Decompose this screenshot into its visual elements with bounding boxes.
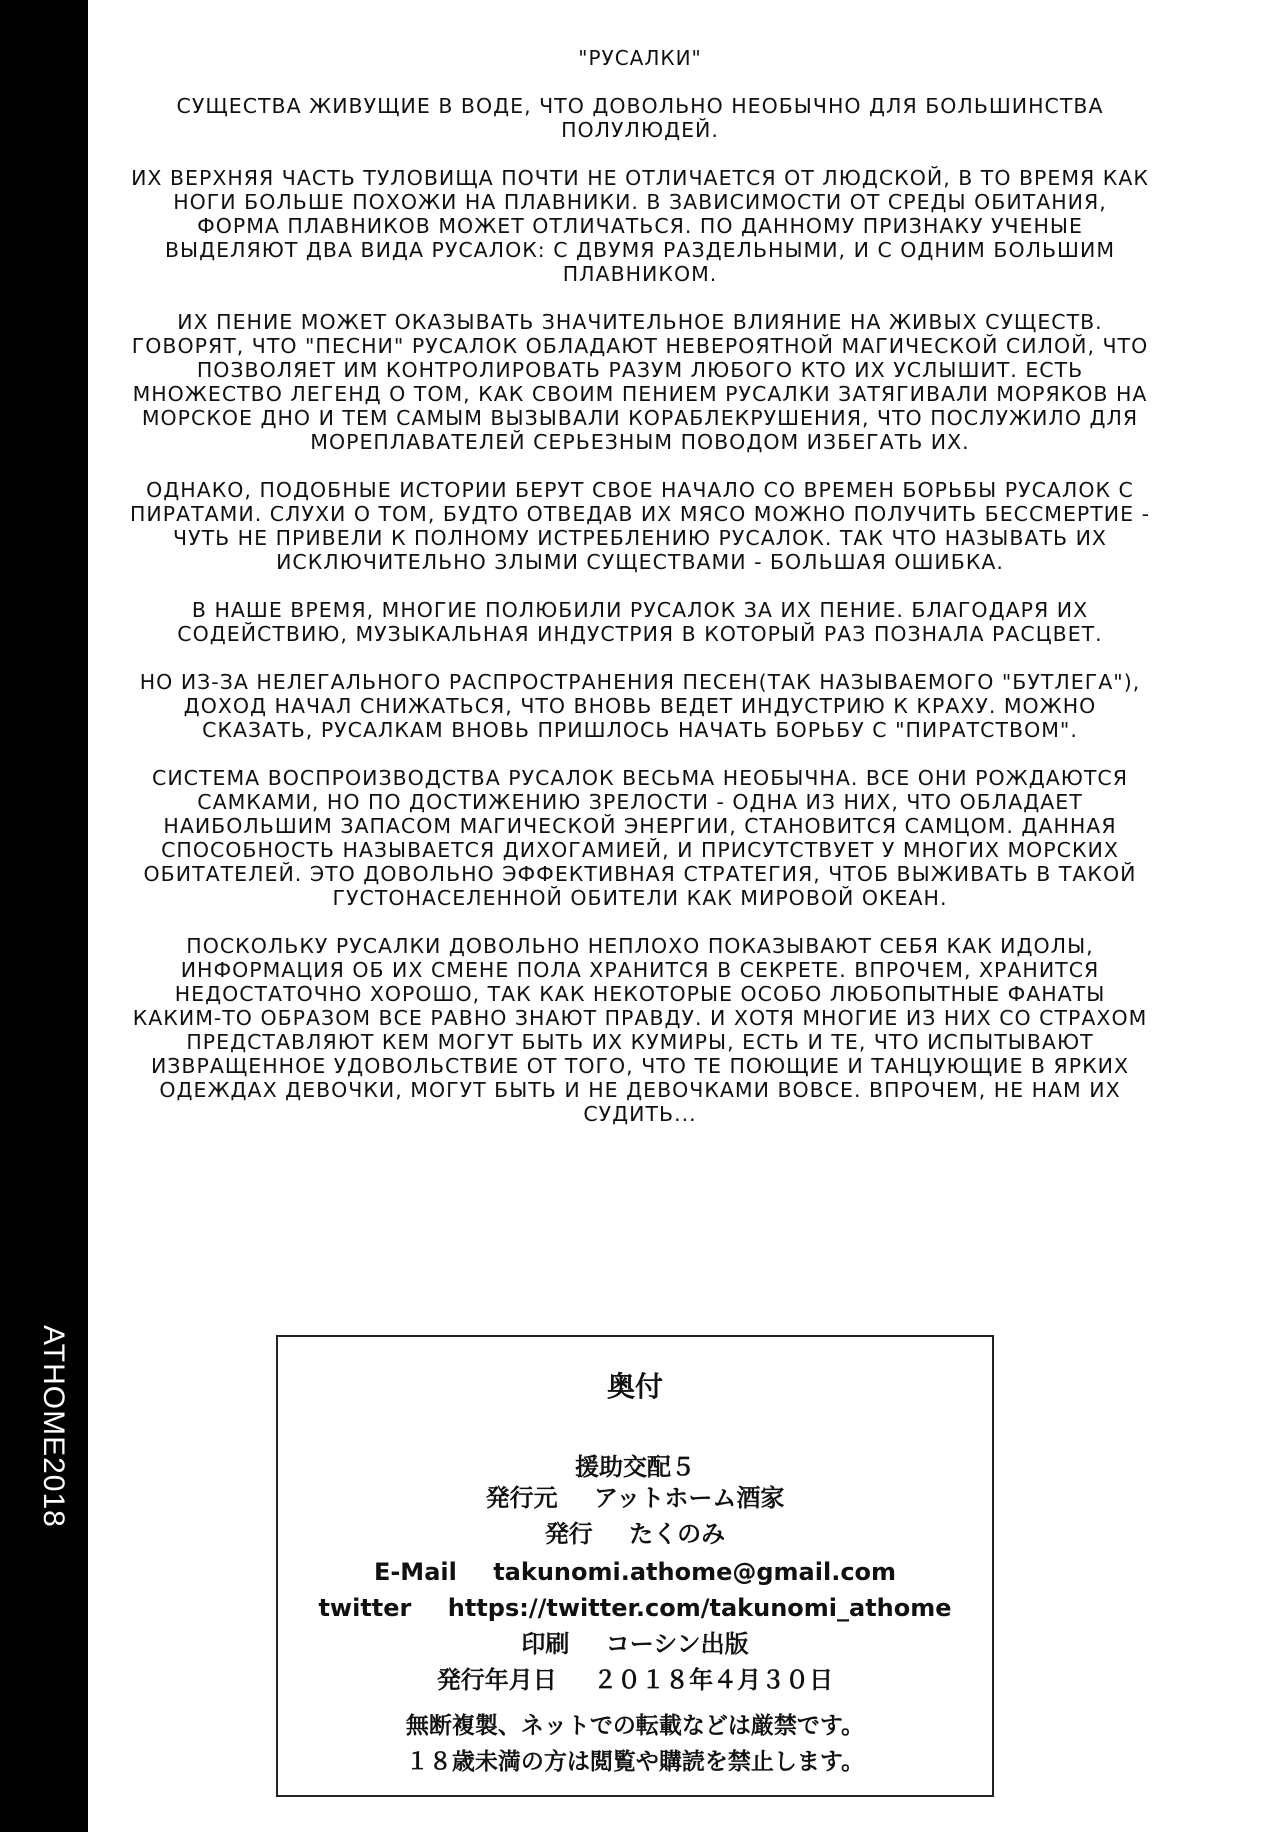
colophon-label: 発行元 bbox=[485, 1484, 558, 1512]
colophon-row-printer bbox=[278, 1627, 992, 1661]
colophon-row-twitter bbox=[278, 1591, 992, 1625]
essay-paragraph: ИХ ВЕРХНЯЯ ЧАСТЬ ТУЛОВИЩА ПОЧТИ НЕ ОТЛИЧАЕТСЯ ОТ ЛЮДСКОЙ, В ТО ВРЕМЯ КАК НОГИ БОЛЬШЕ ПОХОЖИ НА ПЛАВНИКИ. В ЗАВИСИМОСТИ ОТ СРЕДЫ ОБИТАНИЯ, ФОРМА ПЛАВНИКОВ МОЖЕТ ОТЛИЧАТЬСЯ. ПО ДАННОМУ ПРИЗНАКУ УЧЕНЫЕ ВЫДЕЛЯЮТ ДВА ВИДА РУСАЛОК: С ДВУМЯ РАЗДЕЛЬНЫМИ, И С ОДНИМ БОЛЬШИМ ПЛАВНИКОМ. bbox=[131, 166, 1149, 286]
colophon-value: たくのみ bbox=[629, 1520, 726, 1548]
colophon-row-email bbox=[278, 1555, 992, 1589]
colophon-value: takunomi.athome@gmail.com bbox=[493, 1558, 897, 1586]
colophon-value: https://twitter.com/takunomi_athome bbox=[447, 1594, 952, 1622]
colophon-label: 発行年月日 bbox=[436, 1666, 557, 1694]
colophon-row-date bbox=[278, 1663, 992, 1697]
essay bbox=[130, 44, 1150, 1150]
essay-paragraph: ПОСКОЛЬКУ РУСАЛКИ ДОВОЛЬНО НЕПЛОХО ПОКАЗЫВАЮТ СЕБЯ КАК ИДОЛЫ, ИНФОРМАЦИЯ ОБ ИХ СМЕНЕ ПОЛА ХРАНИТСЯ В СЕКРЕТЕ. ВПРОЧЕМ, ХРАНИТСЯ НЕДОСТАТОЧНО ХОРОШО, ТАК КАК НЕКОТОРЫЕ ОСОБО ЛЮБОПЫТНЫЕ ФАНАТЫ КАКИМ-ТО ОБРАЗОМ ВСЕ РАВНО ЗНАЮТ ПРАВДУ. И ХОТЯ МНОГИЕ ИЗ НИХ СО СТРАХОМ ПРЕДСТАВЛЯЮТ КЕМ МОГУТ БЫТЬ ИХ КУМИРЫ, ЕСТЬ И ТЕ, ЧТО ИСПЫТЫВАЮТ ИЗВРАЩЕННОЕ УДОВОЛЬСТВИЕ ОТ ТОГО, ЧТО ТЕ ПОЮЩИЕ И ТАНЦУЮЩИЕ В ЯРКИХ ОДЕЖДАХ ДЕВОЧКИ, МОГУТ БЫТЬ И НЕ ДЕВОЧКАМИ ВОВСЕ. ВПРОЧЕМ, НЕ НАМ ИХ СУДИТЬ... bbox=[132, 934, 1148, 1126]
colophon-row-issuer bbox=[278, 1517, 992, 1551]
essay-paragraph: НО ИЗ-ЗА НЕЛЕГАЛЬНОГО РАСПРОСТРАНЕНИЯ ПЕСЕН(ТАК НАЗЫВАЕМОГО "БУТЛЕГА"), ДОХОД НАЧАЛ СНИЖАТЬСЯ, ЧТО ВНОВЬ ВЕДЕТ ИНДУСТРИЮ К КРАХУ. МОЖНО СКАЗАТЬ, РУСАЛКАМ ВНОВЬ ПРИШЛОСЬ НАЧАТЬ БОРЬБУ С "ПИРАТСТВОМ". bbox=[139, 670, 1141, 742]
colophon-label: E-Mail bbox=[373, 1558, 457, 1586]
colophon-row-publisher bbox=[278, 1481, 992, 1515]
colophon-work-title: 援助交配５ bbox=[575, 1453, 695, 1481]
colophon-label: 印刷 bbox=[521, 1630, 570, 1658]
colophon-value: アットホーム酒家 bbox=[594, 1484, 785, 1512]
essay-paragraph: СУЩЕСТВА ЖИВУЩИЕ В ВОДЕ, ЧТО ДОВОЛЬНО НЕОБЫЧНО ДЛЯ БОЛЬШИНСТВА ПОЛУЛЮДЕЙ. bbox=[176, 94, 1104, 142]
colophon-box bbox=[276, 1335, 994, 1797]
essay-paragraph: СИСТЕМА ВОСПРОИЗВОДСТВА РУСАЛОК ВЕСЬМА НЕОБЫЧНА. ВСЕ ОНИ РОЖДАЮТСЯ САМКАМИ, НО ПО ДОСТИЖЕНИЮ ЗРЕЛОСТИ - ОДНА ИЗ НИХ, ЧТО ОБЛАДАЕТ НАИБОЛЬШИМ ЗАПАСОМ МАГИЧЕСКОЙ ЭНЕРГИИ, СТАНОВИТСЯ САМЦОМ. ДАННАЯ СПОСОБНОСТЬ НАЗЫВАЕТСЯ ДИХОГАМИЕЙ, И ПРИСУТСТВУЕТ У МНОГИХ МОРСКИХ ОБИТАТЕЛЕЙ. ЭТО ДОВОЛЬНО ЭФФЕКТИВНАЯ СТРАТЕГИЯ, ЧТОБ ВЫЖИВАТЬ В ТАКОЙ ГУСТОНАСЕЛЕННОЙ ОБИТЕЛИ КАК МИРОВОЙ ОКЕАН. bbox=[143, 766, 1137, 910]
colophon-value: コーシン出版 bbox=[605, 1630, 749, 1658]
colophon-notice-copying: 無断複製、ネットでの転載などは厳禁です。 bbox=[405, 1713, 865, 1739]
colophon-label: twitter bbox=[318, 1594, 412, 1622]
essay-title: "РУСАЛКИ" bbox=[578, 46, 702, 70]
colophon-value: ２０１８年４月３０日 bbox=[593, 1666, 834, 1694]
colophon-label: 発行 bbox=[544, 1520, 593, 1548]
essay-paragraph: ОДНАКО, ПОДОБНЫЕ ИСТОРИИ БЕРУТ СВОЕ НАЧАЛО СО ВРЕМЕН БОРЬБЫ РУСАЛОК С ПИРАТАМИ. СЛУХИ О ТОМ, БУДТО ОТВЕДАВ ИХ МЯСО МОЖНО ПОЛУЧИТЬ БЕССМЕРТИЕ - ЧУТЬ НЕ ПРИВЕЛИ К ПОЛНОМУ ИСТРЕБЛЕНИЮ РУСАЛОК. ТАК ЧТО НАЗЫВАТЬ ИХ ИСКЛЮЧИТЕЛЬНО ЗЛЫМИ СУЩЕСТВАМИ - БОЛЬШАЯ ОШИБКА. bbox=[130, 478, 1151, 574]
colophon-title: 奥付 bbox=[606, 1370, 663, 1403]
essay-paragraph: ИХ ПЕНИЕ МОЖЕТ ОКАЗЫВАТЬ ЗНАЧИТЕЛЬНОЕ ВЛИЯНИЕ НА ЖИВЫХ СУЩЕСТВ. ГОВОРЯТ, ЧТО "ПЕСНИ" РУСАЛОК ОБЛАДАЮТ НЕВЕРОЯТНОЙ МАГИЧЕСКОЙ СИЛОЙ, ЧТО ПОЗВОЛЯЕТ ИМ КОНТРОЛИРОВАТЬ РАЗУМ ЛЮБОГО КТО ИХ УСЛЫШИТ. ЕСТЬ МНОЖЕСТВО ЛЕГЕНД О ТОМ, КАК СВОИМ ПЕНИЕМ РУСАЛКИ ЗАТЯГИВАЛИ МОРЯКОВ НА МОРСКОЕ ДНО И ТЕМ САМЫМ ВЫЗЫВАЛИ КОРАБЛЕКРУШЕНИЯ, ЧТО ПОСЛУЖИЛО ДЛЯ МОРЕПЛАВАТЕЛЕЙ СЕРЬЕЗНЫМ ПОВОДОМ ИЗБЕГАТЬ ИХ. bbox=[131, 310, 1149, 454]
side-label: ATHOME2018 bbox=[37, 1325, 70, 1528]
essay-paragraph: В НАШЕ ВРЕМЯ, МНОГИЕ ПОЛЮБИЛИ РУСАЛОК ЗА ИХ ПЕНИЕ. БЛАГОДАРЯ ИХ СОДЕЙСТВИЮ, МУЗЫКАЛЬНАЯ ИНДУСТРИЯ В КОТОРЫЙ РАЗ ПОЗНАЛА РАСЦВЕТ. bbox=[177, 598, 1103, 646]
colophon-notice-age: １８歳未満の方は閲覧や購読を禁止します。 bbox=[405, 1749, 865, 1775]
